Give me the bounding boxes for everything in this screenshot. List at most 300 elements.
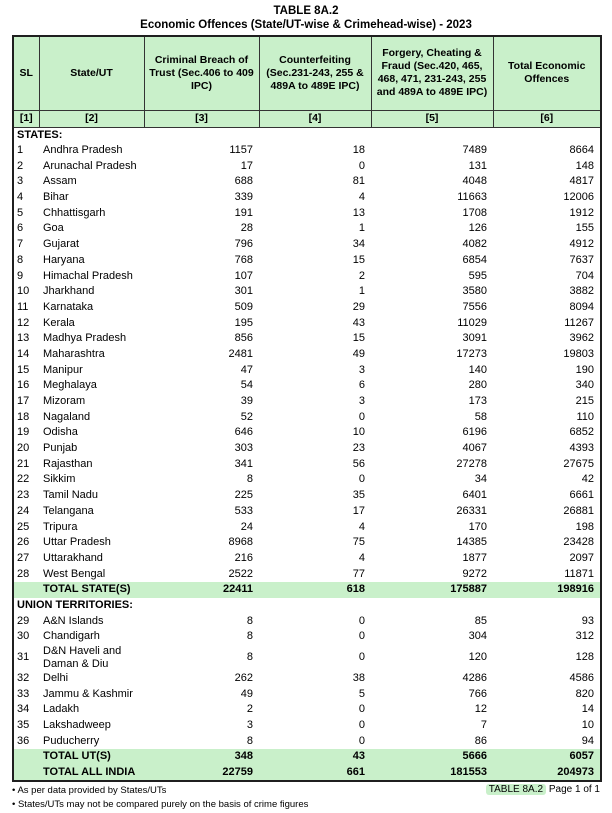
cell-value: 6 (358, 379, 365, 392)
cell-value: 38 (352, 672, 365, 685)
page-indicator (486, 784, 600, 795)
cell-value: 595 (468, 269, 487, 282)
cell-value: 120 (468, 651, 487, 664)
cell-value: 56 (352, 457, 365, 470)
cell-sl: 14 (17, 347, 30, 360)
column-header-counterfeiting: Counterfeiting (Sec.231-243, 255 & 489A to 489E IPC) (259, 36, 371, 110)
cell-value: 14385 (456, 536, 487, 549)
table-row (13, 551, 601, 567)
cell-value: 6401 (462, 489, 487, 502)
cell-state-name: Telangana (43, 504, 94, 517)
cell-value: 225 (234, 489, 253, 502)
cell-state-name: Haryana (43, 253, 85, 266)
cell-value: 52 (240, 410, 253, 423)
cell-value: 19803 (563, 347, 594, 360)
cell-value: 15 (352, 253, 365, 266)
cell-value: 17273 (456, 347, 487, 360)
cell-value: 9272 (462, 567, 487, 580)
table-row (13, 315, 601, 331)
cell-value: 13 (352, 206, 365, 219)
cell-value: 7 (480, 719, 487, 732)
cell-state-name: Bihar (43, 191, 69, 204)
cell-sl: 27 (17, 551, 30, 564)
cell-state-name: Chandigarh (43, 630, 100, 643)
cell-sl: 9 (17, 269, 24, 282)
cell-value: 2 (246, 703, 253, 716)
page-number-label: Page 1 of 1 (548, 783, 600, 795)
cell-sl: 4 (17, 191, 24, 204)
cell-sl: 30 (17, 630, 30, 643)
cell-value: 34 (474, 473, 487, 486)
cell-value: 304 (468, 630, 487, 643)
table-row (13, 221, 601, 237)
cell-value: 704 (575, 269, 594, 282)
table-row (13, 472, 601, 488)
cell-value: 191 (234, 206, 253, 219)
cell-value: 22759 (144, 765, 259, 781)
cell-value: 4586 (569, 672, 594, 685)
cell-state-name: West Bengal (43, 567, 106, 580)
table-row (13, 519, 601, 535)
cell-value: 8 (246, 630, 253, 643)
cell-sl: 15 (17, 363, 30, 376)
cell-value: 8 (246, 614, 253, 627)
cell-value: 43 (259, 749, 371, 765)
table-row (13, 143, 601, 159)
cell-total-label: TOTAL UT(S) (39, 749, 144, 765)
cell-value: 341 (234, 457, 253, 470)
cell-state-name: Rajasthan (43, 457, 93, 470)
cell-sl (13, 582, 39, 598)
cell-value: 190 (575, 363, 594, 376)
cell-value: 0 (358, 651, 365, 664)
table-row (13, 566, 601, 582)
cell-value: 4 (358, 191, 365, 204)
cell-value: 303 (234, 442, 253, 455)
cell-value: 35 (352, 489, 365, 502)
table-row (13, 535, 601, 551)
cell-value: 94 (581, 734, 594, 747)
cell-value: 301 (234, 285, 253, 298)
cell-value: 215 (575, 395, 594, 408)
cell-value: 339 (234, 191, 253, 204)
cell-value: 148 (575, 159, 594, 172)
cell-value: 2481 (228, 347, 253, 360)
cell-value: 3580 (462, 285, 487, 298)
cell-value: 0 (358, 159, 365, 172)
cell-sl: 35 (17, 719, 30, 732)
cell-value: 2097 (569, 551, 594, 564)
cell-value: 1877 (462, 551, 487, 564)
cell-state-name: Jharkhand (43, 285, 95, 298)
cell-value: 81 (352, 175, 365, 188)
cell-value: 768 (234, 253, 253, 266)
cell-value: 77 (352, 567, 365, 580)
table-row (13, 613, 601, 629)
cell-state-name: Gujarat (43, 238, 80, 251)
cell-value: 5 (358, 687, 365, 700)
cell-sl: 2 (17, 159, 24, 172)
cell-value: 6057 (493, 749, 601, 765)
table-row (13, 686, 601, 702)
cell-sl: 21 (17, 457, 30, 470)
cell-value: 766 (468, 687, 487, 700)
cell-value: 0 (358, 734, 365, 747)
table-row (13, 253, 601, 269)
cell-sl (13, 765, 39, 781)
column-number: [2] (39, 110, 144, 127)
cell-state-name: Tamil Nadu (43, 489, 99, 502)
cell-value: 175887 (371, 582, 493, 598)
offences-table (12, 35, 602, 782)
cell-value: 173 (468, 395, 487, 408)
cell-value: 3 (246, 719, 253, 732)
cell-value: 4393 (569, 442, 594, 455)
cell-state-name: Goa (43, 222, 64, 235)
column-number: [6] (493, 110, 601, 127)
cell-value: 2 (358, 269, 365, 282)
table-row (13, 504, 601, 520)
cell-value: 14 (581, 703, 594, 716)
table-row (13, 629, 601, 645)
cell-value: 1157 (229, 144, 253, 157)
cell-value: 8968 (228, 536, 253, 549)
cell-value: 0 (358, 614, 365, 627)
cell-value: 49 (240, 687, 253, 700)
cell-state-name: Uttarakhand (43, 551, 103, 564)
cell-value: 131 (468, 159, 487, 172)
table-row (13, 456, 601, 472)
cell-state-name: Odisha (43, 426, 78, 439)
cell-value: 198916 (493, 582, 601, 598)
cell-value: 216 (234, 551, 253, 564)
cell-value: 6852 (569, 426, 594, 439)
column-number-row (13, 110, 601, 127)
cell-sl: 26 (17, 536, 30, 549)
table-row (13, 378, 601, 394)
cell-sl: 31 (17, 651, 30, 664)
column-header-total: Total Economic Offences (493, 36, 601, 110)
cell-value: 195 (234, 316, 253, 329)
cell-value: 22411 (144, 582, 259, 598)
cell-value: 509 (234, 300, 253, 313)
cell-sl: 32 (17, 672, 30, 685)
table-row (13, 331, 601, 347)
cell-sl: 22 (17, 473, 30, 486)
section-total-row (13, 749, 601, 765)
cell-sl: 24 (17, 504, 30, 517)
cell-sl: 6 (17, 222, 24, 235)
cell-value: 1 (358, 285, 365, 298)
cell-value: 15 (352, 332, 365, 345)
cell-value: 170 (468, 520, 487, 533)
cell-value: 0 (358, 719, 365, 732)
cell-value: 688 (234, 175, 253, 188)
cell-value: 43 (352, 316, 365, 329)
cell-value: 820 (575, 687, 594, 700)
cell-value: 140 (468, 363, 487, 376)
header-row (13, 36, 601, 110)
cell-state-name: Assam (43, 175, 77, 188)
cell-sl: 29 (17, 614, 30, 627)
table-row (13, 268, 601, 284)
column-header-forgery-cheating-fraud: Forgery, Cheating & Fraud (Sec.420, 465, 468, 471, 231-243, 255 and 489A to 489E IPC) (371, 36, 493, 110)
table-row (13, 702, 601, 718)
cell-state-name: Sikkim (43, 473, 76, 486)
cell-value: 58 (474, 410, 487, 423)
cell-value: 3 (358, 363, 365, 376)
cell-state-name: A&N Islands (43, 614, 104, 627)
cell-value: 348 (144, 749, 259, 765)
cell-value: 646 (234, 426, 253, 439)
cell-value: 49 (352, 347, 365, 360)
cell-value: 1 (358, 222, 365, 235)
table-row (13, 158, 601, 174)
cell-value: 110 (576, 410, 594, 423)
cell-state-name: Lakshadweep (43, 719, 111, 732)
page-title: TABLE 8A.2 (273, 5, 339, 17)
column-header-criminal-breach: Criminal Breach of Trust (Sec.406 to 409 IPC) (144, 36, 259, 110)
cell-value: 1708 (462, 206, 487, 219)
cell-value: 75 (352, 536, 365, 549)
cell-value: 4 (358, 520, 365, 533)
cell-value: 47 (240, 363, 253, 376)
section-label: STATES: (17, 128, 63, 141)
table-row (13, 300, 601, 316)
cell-value: 4082 (462, 238, 487, 251)
table-row (13, 237, 601, 253)
cell-state-name: Nagaland (43, 410, 91, 423)
column-number: [4] (259, 110, 371, 127)
cell-value: 42 (581, 473, 594, 486)
cell-value: 26881 (563, 504, 594, 517)
cell-value: 8 (246, 734, 253, 747)
table-row (13, 441, 601, 457)
cell-value: 23 (352, 442, 365, 455)
page-footer (12, 784, 600, 813)
table-row (13, 671, 601, 687)
cell-value: 618 (259, 582, 371, 598)
cell-sl: 20 (17, 442, 30, 455)
cell-value: 0 (358, 703, 365, 716)
cell-sl: 7 (17, 238, 24, 251)
cell-sl: 11 (17, 300, 29, 313)
cell-value: 8 (246, 473, 253, 486)
cell-state-name: Karnataka (43, 300, 94, 313)
table-row (13, 425, 601, 441)
cell-value: 85 (474, 614, 487, 627)
table-row (13, 284, 601, 300)
section-label-row (13, 598, 601, 614)
table-body (13, 127, 601, 781)
footnote: • As per data provided by States/UTs (12, 784, 308, 799)
cell-value: 533 (234, 504, 253, 517)
cell-sl (13, 749, 39, 765)
cell-value: 4 (358, 551, 365, 564)
cell-value: 23428 (563, 536, 594, 549)
cell-value: 0 (358, 410, 365, 423)
cell-sl: 3 (17, 175, 24, 188)
cell-state-name: Andhra Pradesh (43, 144, 123, 157)
cell-value: 29 (352, 300, 365, 313)
table-row (13, 205, 601, 221)
cell-sl: 18 (17, 410, 30, 423)
cell-value: 17 (240, 159, 253, 172)
cell-value: 11267 (564, 316, 594, 329)
cell-sl: 33 (17, 687, 30, 700)
table-row (13, 718, 601, 734)
cell-value: 204973 (493, 765, 601, 781)
cell-state-name: D&N Haveli and Daman & Diu (43, 644, 122, 670)
section-label-row (13, 127, 601, 143)
cell-value: 155 (575, 222, 594, 235)
cell-value: 5666 (371, 749, 493, 765)
cell-state-name: Jammu & Kashmir (43, 687, 133, 700)
cell-state-name: Himachal Pradesh (43, 269, 133, 282)
cell-state-name: Uttar Pradesh (43, 536, 111, 549)
table-row (13, 190, 601, 206)
section-total-row (13, 582, 601, 598)
cell-sl: 16 (17, 379, 30, 392)
cell-value: 340 (575, 379, 594, 392)
cell-value: 128 (575, 651, 594, 664)
cell-sl: 34 (17, 703, 30, 716)
cell-value: 661 (259, 765, 371, 781)
cell-total-label: TOTAL ALL INDIA (39, 765, 144, 781)
cell-sl: 12 (17, 316, 30, 329)
cell-value: 0 (358, 630, 365, 643)
cell-value: 181553 (371, 765, 493, 781)
table-row (13, 362, 601, 378)
cell-value: 39 (240, 395, 253, 408)
cell-value: 54 (240, 379, 253, 392)
cell-value: 4067 (462, 442, 487, 455)
cell-value: 796 (234, 238, 253, 251)
cell-value: 4912 (569, 238, 594, 251)
cell-state-name: Mizoram (43, 395, 86, 408)
cell-value: 262 (234, 672, 253, 685)
cell-value: 12006 (563, 191, 594, 204)
column-number: [3] (144, 110, 259, 127)
cell-value: 86 (474, 734, 487, 747)
cell-value: 27675 (563, 457, 594, 470)
cell-value: 7489 (462, 144, 487, 157)
cell-sl: 19 (17, 426, 30, 439)
grand-total-row (13, 765, 601, 781)
cell-value: 4817 (569, 175, 594, 188)
cell-value: 11663 (457, 191, 487, 204)
cell-state-name: Madhya Pradesh (43, 332, 127, 345)
cell-value: 10 (581, 719, 594, 732)
cell-state-name: Meghalaya (43, 379, 97, 392)
cell-value: 3882 (569, 285, 594, 298)
cell-sl: 36 (17, 734, 30, 747)
cell-sl: 13 (17, 332, 30, 345)
column-header-sl: SL (13, 36, 39, 110)
table-row (13, 409, 601, 425)
cell-value: 7637 (569, 253, 594, 266)
cell-value: 3 (358, 395, 365, 408)
table-row (13, 733, 601, 749)
cell-value: 10 (352, 426, 365, 439)
cell-value: 26331 (456, 504, 487, 517)
cell-state-name: Punjab (43, 442, 78, 455)
cell-value: 8 (246, 651, 253, 664)
cell-value: 12 (474, 703, 487, 716)
cell-sl: 10 (17, 285, 30, 298)
cell-value: 107 (234, 269, 253, 282)
cell-total-label: TOTAL STATE(S) (39, 582, 144, 598)
cell-value: 8094 (569, 300, 594, 313)
column-number: [1] (13, 110, 39, 127)
cell-value: 3962 (569, 332, 594, 345)
cell-sl: 17 (17, 395, 30, 408)
cell-value: 2522 (228, 567, 253, 580)
cell-state-name: Tripura (43, 520, 78, 533)
footnotes (12, 784, 308, 813)
column-header-state: State/UT (39, 36, 144, 110)
cell-value: 1912 (569, 206, 594, 219)
cell-value: 93 (581, 614, 594, 627)
cell-sl: 1 (17, 144, 24, 157)
cell-value: 11871 (564, 567, 594, 580)
cell-state-name: Manipur (43, 363, 83, 376)
cell-value: 856 (234, 332, 253, 345)
cell-value: 126 (468, 222, 487, 235)
cell-value: 0 (358, 473, 365, 486)
cell-value: 6196 (462, 426, 487, 439)
cell-value: 4048 (462, 175, 487, 188)
cell-state-name: Kerala (43, 316, 75, 329)
cell-value: 27278 (456, 457, 487, 470)
table-row (13, 394, 601, 410)
cell-state-name: Arunachal Pradesh (43, 159, 137, 172)
cell-value: 7556 (462, 300, 487, 313)
cell-state-name: Chhattisgarh (43, 206, 106, 219)
cell-sl: 5 (17, 206, 24, 219)
table-row (13, 174, 601, 190)
table-row (13, 347, 601, 363)
footnote: • States/UTs may not be compared purely on the basis of crime figures (12, 798, 308, 813)
cell-sl: 28 (17, 567, 30, 580)
cell-state-name: Ladakh (43, 703, 80, 716)
cell-value: 312 (575, 630, 594, 643)
cell-sl: 8 (17, 253, 24, 266)
cell-value: 8664 (569, 144, 594, 157)
cell-state-name: Delhi (43, 672, 69, 685)
cell-value: 11029 (457, 316, 487, 329)
cell-value: 34 (352, 238, 365, 251)
cell-value: 280 (468, 379, 487, 392)
cell-value: 3091 (462, 332, 487, 345)
cell-sl: 23 (17, 489, 30, 502)
cell-value: 17 (352, 504, 365, 517)
cell-value: 4286 (462, 672, 487, 685)
page-subtitle: Economic Offences (State/UT-wise & Crimehead-wise) - 2023 (140, 19, 472, 31)
cell-state-name: Maharashtra (43, 347, 105, 360)
cell-value: 28 (240, 222, 253, 235)
cell-value: 18 (352, 144, 365, 157)
table-ref-badge: TABLE 8A.2 (486, 784, 546, 795)
table-row (13, 488, 601, 504)
cell-value: 24 (240, 520, 253, 533)
column-number: [5] (371, 110, 493, 127)
table-row (13, 645, 601, 671)
cell-state-name: Puducherry (43, 734, 100, 747)
cell-value: 6854 (462, 253, 487, 266)
cell-sl: 25 (17, 520, 30, 533)
cell-value: 198 (575, 520, 594, 533)
